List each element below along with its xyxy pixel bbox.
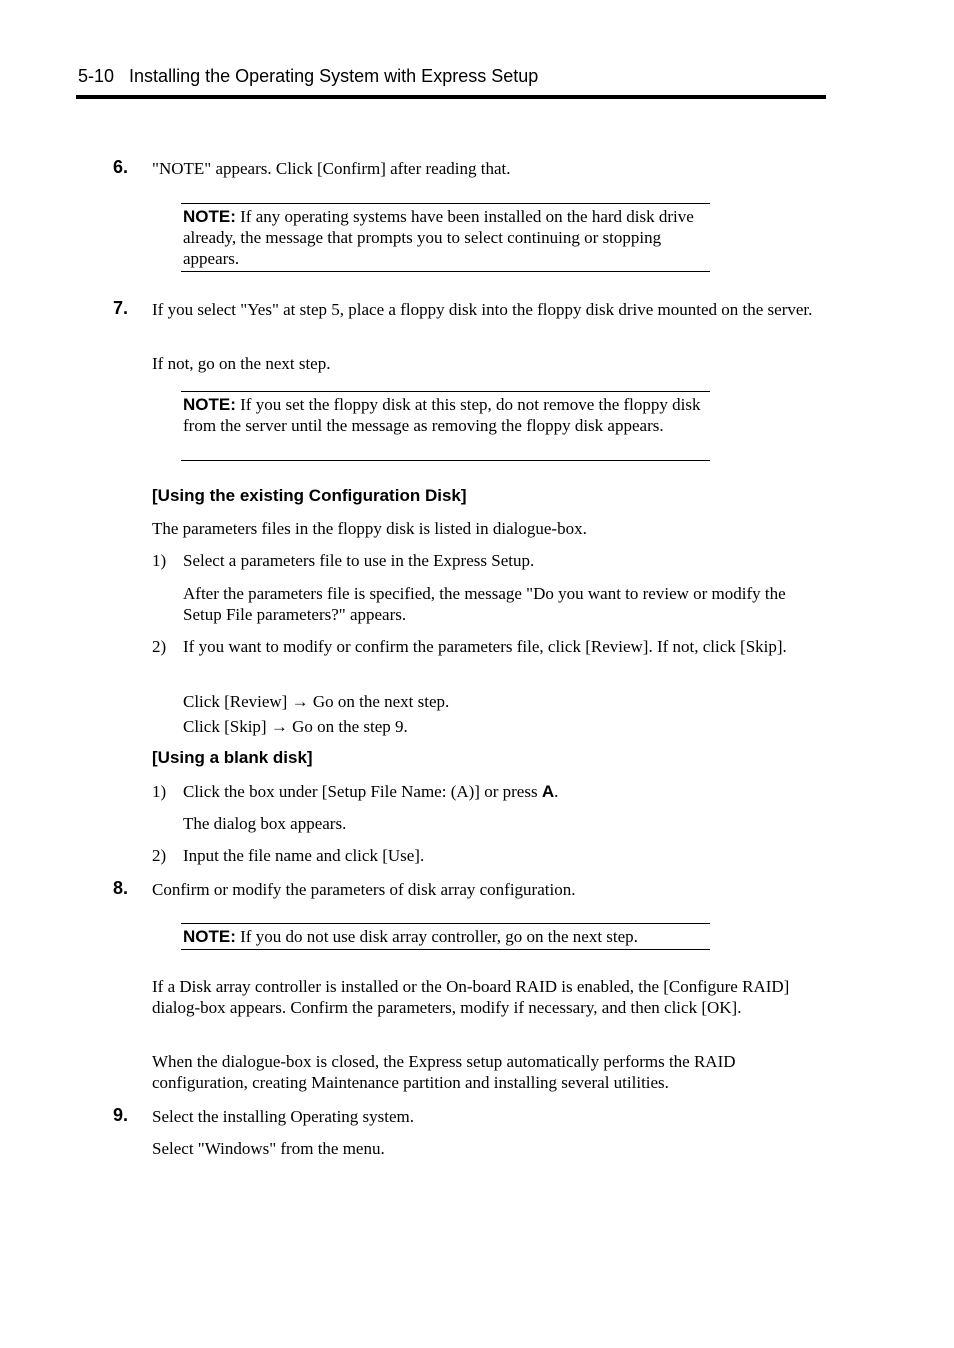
item-number: 1) <box>152 551 167 570</box>
item-text-suffix: . <box>554 782 559 801</box>
item-number: 1) <box>152 782 167 801</box>
step-9-text-2: Select "Windows" from the menu. <box>152 1139 385 1158</box>
note-label: NOTE: <box>183 927 236 946</box>
note-label: NOTE: <box>183 207 236 226</box>
step-9-number: 9. <box>113 1105 129 1125</box>
page-number: 5-10 <box>78 66 115 86</box>
item-text: Select a parameters file to use in the Express Setup. <box>183 551 535 570</box>
item-text <box>183 781 823 802</box>
step-8-note <box>181 923 710 950</box>
item-number: 2) <box>152 637 167 656</box>
note-label: NOTE: <box>183 395 236 414</box>
blank-item-1-detail: The dialog box appears. <box>183 814 347 833</box>
existing-disk-intro: The parameters files in the floppy disk is listed in dialogue-box. <box>152 519 587 538</box>
note-text: If you do not use disk array controller, go on the next step. <box>240 927 638 946</box>
note-text: If you set the floppy disk at this step, do not remove the floppy disk from the server until the message as removing the floppy disk appears. <box>183 395 701 435</box>
step-8-number: 8. <box>113 878 129 898</box>
step-9-text: Select the installing Operating system. <box>152 1107 415 1126</box>
key-label: A <box>541 782 555 801</box>
skip-line: Click [Skip] → Go on the step 9. <box>183 717 408 736</box>
blank-disk-heading: [Using a blank disk] <box>152 748 313 767</box>
item-text-prefix: Click the box under [Setup File Name: (A)] or press <box>183 782 542 801</box>
review-line: Click [Review] → Go on the next step. <box>183 692 450 711</box>
step-7-note <box>181 391 710 461</box>
item-text: If you want to modify or confirm the parameters file, click [Review]. If not, click [Skip]. <box>183 637 787 656</box>
item-number: 2) <box>152 846 167 865</box>
step-6-text: "NOTE" appears. Click [Confirm] after reading that. <box>152 159 511 178</box>
step-6-number: 6. <box>113 157 129 177</box>
header-rule <box>76 95 826 99</box>
step-6-note <box>181 203 710 272</box>
note-text: If any operating systems have been installed on the hard disk drive already, the message that prompts you to select continuing or stopping appears. <box>183 207 694 268</box>
existing-item-1-detail: After the parameters file is specified, the message "Do you want to review or modify the Setup File parameters?" appears. <box>183 584 786 624</box>
chapter-title: Installing the Operating System with Express Setup <box>129 66 539 86</box>
existing-disk-heading: [Using the existing Configuration Disk] <box>152 486 467 505</box>
item-text: Input the file name and click [Use]. <box>183 846 425 865</box>
step-7-text: If you select "Yes" at step 5, place a floppy disk into the floppy disk drive mounted on the server. <box>152 300 813 319</box>
step-8-para-1: If a Disk array controller is installed or the On-board RAID is enabled, the [Configure RAID] dialog-box appears. Confirm the parameters, modify if necessary, and then click [OK]. <box>152 977 790 1017</box>
step-8-text: Confirm or modify the parameters of disk array configuration. <box>152 880 576 899</box>
page-header <box>78 66 538 87</box>
step-8-para-2: When the dialogue-box is closed, the Express setup automatically performs the RAID configuration, creating Maintenance partition and installing several utilities. <box>152 1052 736 1092</box>
step-7-text-2: If not, go on the next step. <box>152 354 331 373</box>
step-7-number: 7. <box>113 298 129 318</box>
